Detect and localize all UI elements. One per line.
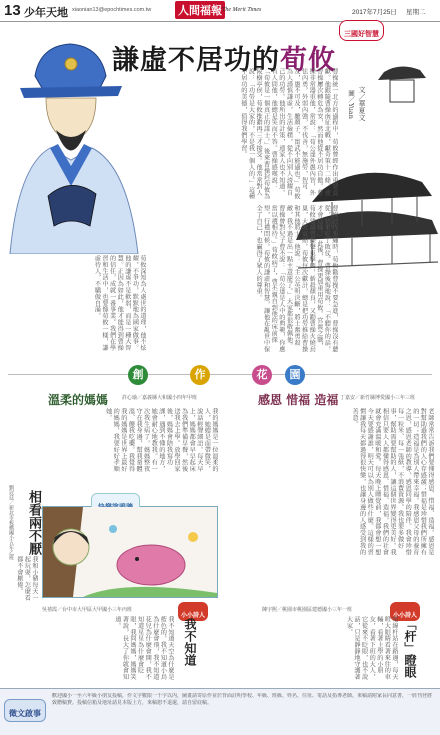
painting-pig <box>117 545 185 585</box>
feature-body-left: 荀攸深知為人處世的道理，他不炫耀，不爭功，默默地為國家做事。他的謙虛不是軟弱，而是一種大智慧。正因為如此，他才能得到曹操的信任，成就一番事業。我們在學習和生活中，也要像荀攸一樣，謙虛待人，不驕傲自滿。 <box>93 255 146 351</box>
mid-left-title: 相看兩不厭 <box>26 490 41 555</box>
banner-char-3 <box>252 365 272 385</box>
right-article-byline: 丁嘉安／新竹縣博愛國小三年三班 <box>340 395 416 401</box>
poem2-tag-label: 小小詩人 <box>393 612 418 619</box>
footer-notice <box>0 688 440 735</box>
pavilion-tower-roof <box>378 66 426 80</box>
poem1-title: 我不知道 <box>183 618 197 666</box>
banner-char-2 <box>190 365 210 385</box>
footer-text: 歡迎國小一至六年級小朋友投稿，作文字數限一千字以內，圖畫請寄原作並於背面註明學校、年級、班級、姓名、住址、電話及指導老師。來稿請附家長同意書，一經刊登將致贈稿費。投稿信箱及地址請見本版上方，來稿恕不退還，請自留底稿。 <box>52 693 433 706</box>
feature-title-name: 荀攸 <box>280 45 336 76</box>
garden-banner <box>0 362 440 388</box>
page-number: 13 <box>4 2 21 19</box>
right-article-body: 老師常常告訴我們要懂得感恩、惜福、造福。感恩是對幫助過我們的人心存感激；惜福是珍惜我們所擁有的一切；造福是為別人帶來幸福。我感恩父母的養育之恩，感恩老師的教導，感恩同學的陪伴。我會珍惜每一粒米、每一張紙，不浪費資源。我也要多做好事，幫助需要幫助的人，讓這個世界變得更美好。我相信只要人人都懂得感恩、惜福、造福，我們的社會就會充滿溫暖和愛。每天晚上睡覺前，我都會想一想今天要感謝誰，明天可以為別人做些什麼。這樣的習慣讓我每天都過得很快樂，也讓身邊的人感受到我的善意。 <box>351 408 434 556</box>
fan <box>48 185 96 226</box>
footer-tag <box>4 699 46 722</box>
poem1-body: 我不知道天空為什麼是藍色的，我不知道小鳥為什麼會飛，我不知道花兒為什麼會開，我不知道星星為什麼會眨眼，我問媽媽，媽媽笑著說，長大了你就會知道。 <box>113 616 174 680</box>
feature-illustrator: 圖／Yuan <box>347 90 355 119</box>
poem1-tag-label: 小小詩人 <box>181 612 206 619</box>
face <box>46 98 96 142</box>
masthead-logo: 人間福報 <box>175 1 225 19</box>
mid-left-body: 我和小豬每天一起玩耍，怎麼看都不會厭倦。 <box>15 556 38 601</box>
painting-girl-head <box>53 529 89 565</box>
feature-badge <box>339 20 384 41</box>
child-painting <box>43 507 217 597</box>
poem2-body: 電線杆站在路邊，每天瞪大眼睛看著來往的車輛，看著上學的小朋友，看著下班的大人，它從來不眨眼，也不說話，只是靜靜地守護著大家。 <box>345 616 398 680</box>
right-article-title: 感恩 惜福 造福 <box>258 393 339 407</box>
banner-char-3-label: 花 <box>256 368 268 381</box>
poem2-byline: 陳宇熙／桃園市桃園區建德國小三年一班 <box>262 607 353 613</box>
page-header <box>0 0 440 22</box>
issue-weekday: 星期二 <box>406 9 426 16</box>
painting-frame <box>42 506 218 598</box>
poem2-title: 「杆」瞪眼 <box>403 618 417 678</box>
hat-brim <box>20 86 122 98</box>
banner-char-4 <box>285 365 305 385</box>
feature-body-top: 曹操統一北方的過程中，荀攸曾經作出重要貢獻。他跟隨曹操南征北戰，獻奇策十二條，使曹操屢次轉危為安，然而他從不居功自傲。曹操非常器重他，常說：「荀公達外愚內智，外怯內勇，外弱內強，不伐善，無施勞，智可及，愚不可及，雖顏子、甯武不能過也。」荀攸為人謹慎謙虛，生活儉樸，從不向別人誇耀自己的功勞。他所出的計策，連家人也不知道。有人問他，他總是笑而不答。曹操感嘆說：「荀攸是一個真正的謀士。」後來曹操封荀攸為陵樹亭侯，荀攸推辭再三才接受。他常常對人說：「功勞是大家的，不是我一個人的。」這種不居功的美德，值得我們學習。 <box>239 68 338 200</box>
section-title: 少年天地 <box>24 6 68 19</box>
painting-pig-eye <box>135 557 139 561</box>
feature-byline: 文／華夏文 <box>358 86 366 121</box>
left-article-byline: 許心瑜／嘉義縣大和國小四年甲班 <box>122 395 198 401</box>
pavilion-tower-body <box>390 80 414 102</box>
masthead-english: The Merit Times <box>222 7 262 13</box>
painting-flower-1 <box>188 532 198 542</box>
character-illustration <box>0 26 150 254</box>
banner-char-4-label: 園 <box>289 368 301 381</box>
banner-char-1 <box>128 365 148 385</box>
feature-body-bottom: 曹操討伐張繡時，荀攸勸曹操不要急進，曹操沒有聽從，結果吃了敗仗。曹操後悔地說：「不聽你的話，才會這樣。」此後，曹操更加重用荀攸。官渡之戰，荀攸建議曹操聲東擊西，斬殺顏良，又勸曹操火燒烏巢，大敗袁紹。荀攸每次獻計，總是把功勞推給曹操和其他將士。他說：「主公英明決斷，將士奮勇殺敵，我不過是出一點主意罷了。」大家都很敬佩他。曹操曾對兒子曹丕說：「荀公達是人中的典範，你應當以禮相待。」荀攸病了，曹丕親自到他的床前探望，行禮問候。荀攸的謙虛和智慧，讓他在亂世中保全了自己，也贏得了眾人的尊重。 <box>255 205 338 353</box>
left-article-body: 我的媽媽是一位溫柔的人，她總是面帶微笑，說話輕聲細語。每天早上，媽媽都會早早起床為我們準備早餐，然後送我去上學。放學回家後，媽媽會陪我寫功課，遇到不懂的地方，她會耐心地教我。有一次我生病了，媽媽整夜守在我身邊，幫我量體溫、餵我吃藥。我覺得我的媽媽是世界上最好的媽媽，我要好好孝順她。 <box>104 408 218 472</box>
banner-line <box>8 374 432 375</box>
section-email[interactable]: xiaonian13@epochtimes.com.tw <box>72 7 152 13</box>
hat-jewel <box>65 58 77 70</box>
painting-artist: 吳禧霞／台中市大甲區大甲國小三年丙班 <box>42 607 133 613</box>
footer-tag-label: 徵文啟事 <box>9 709 41 718</box>
banner-char-2-label: 作 <box>194 368 206 381</box>
issue-date: 2017年7月25日 <box>352 9 397 16</box>
left-article-title: 溫柔的媽媽 <box>48 393 109 407</box>
feature-badge-label: 三國好智慧 <box>344 30 379 38</box>
banner-char-1-label: 創 <box>132 368 144 381</box>
mid-left-byline: 劉冠廷／新北市板橋國小五年乙班 <box>8 485 14 560</box>
painting-flower-2 <box>109 525 117 533</box>
feature-title-main: 謙虛不居功的 <box>112 45 280 76</box>
